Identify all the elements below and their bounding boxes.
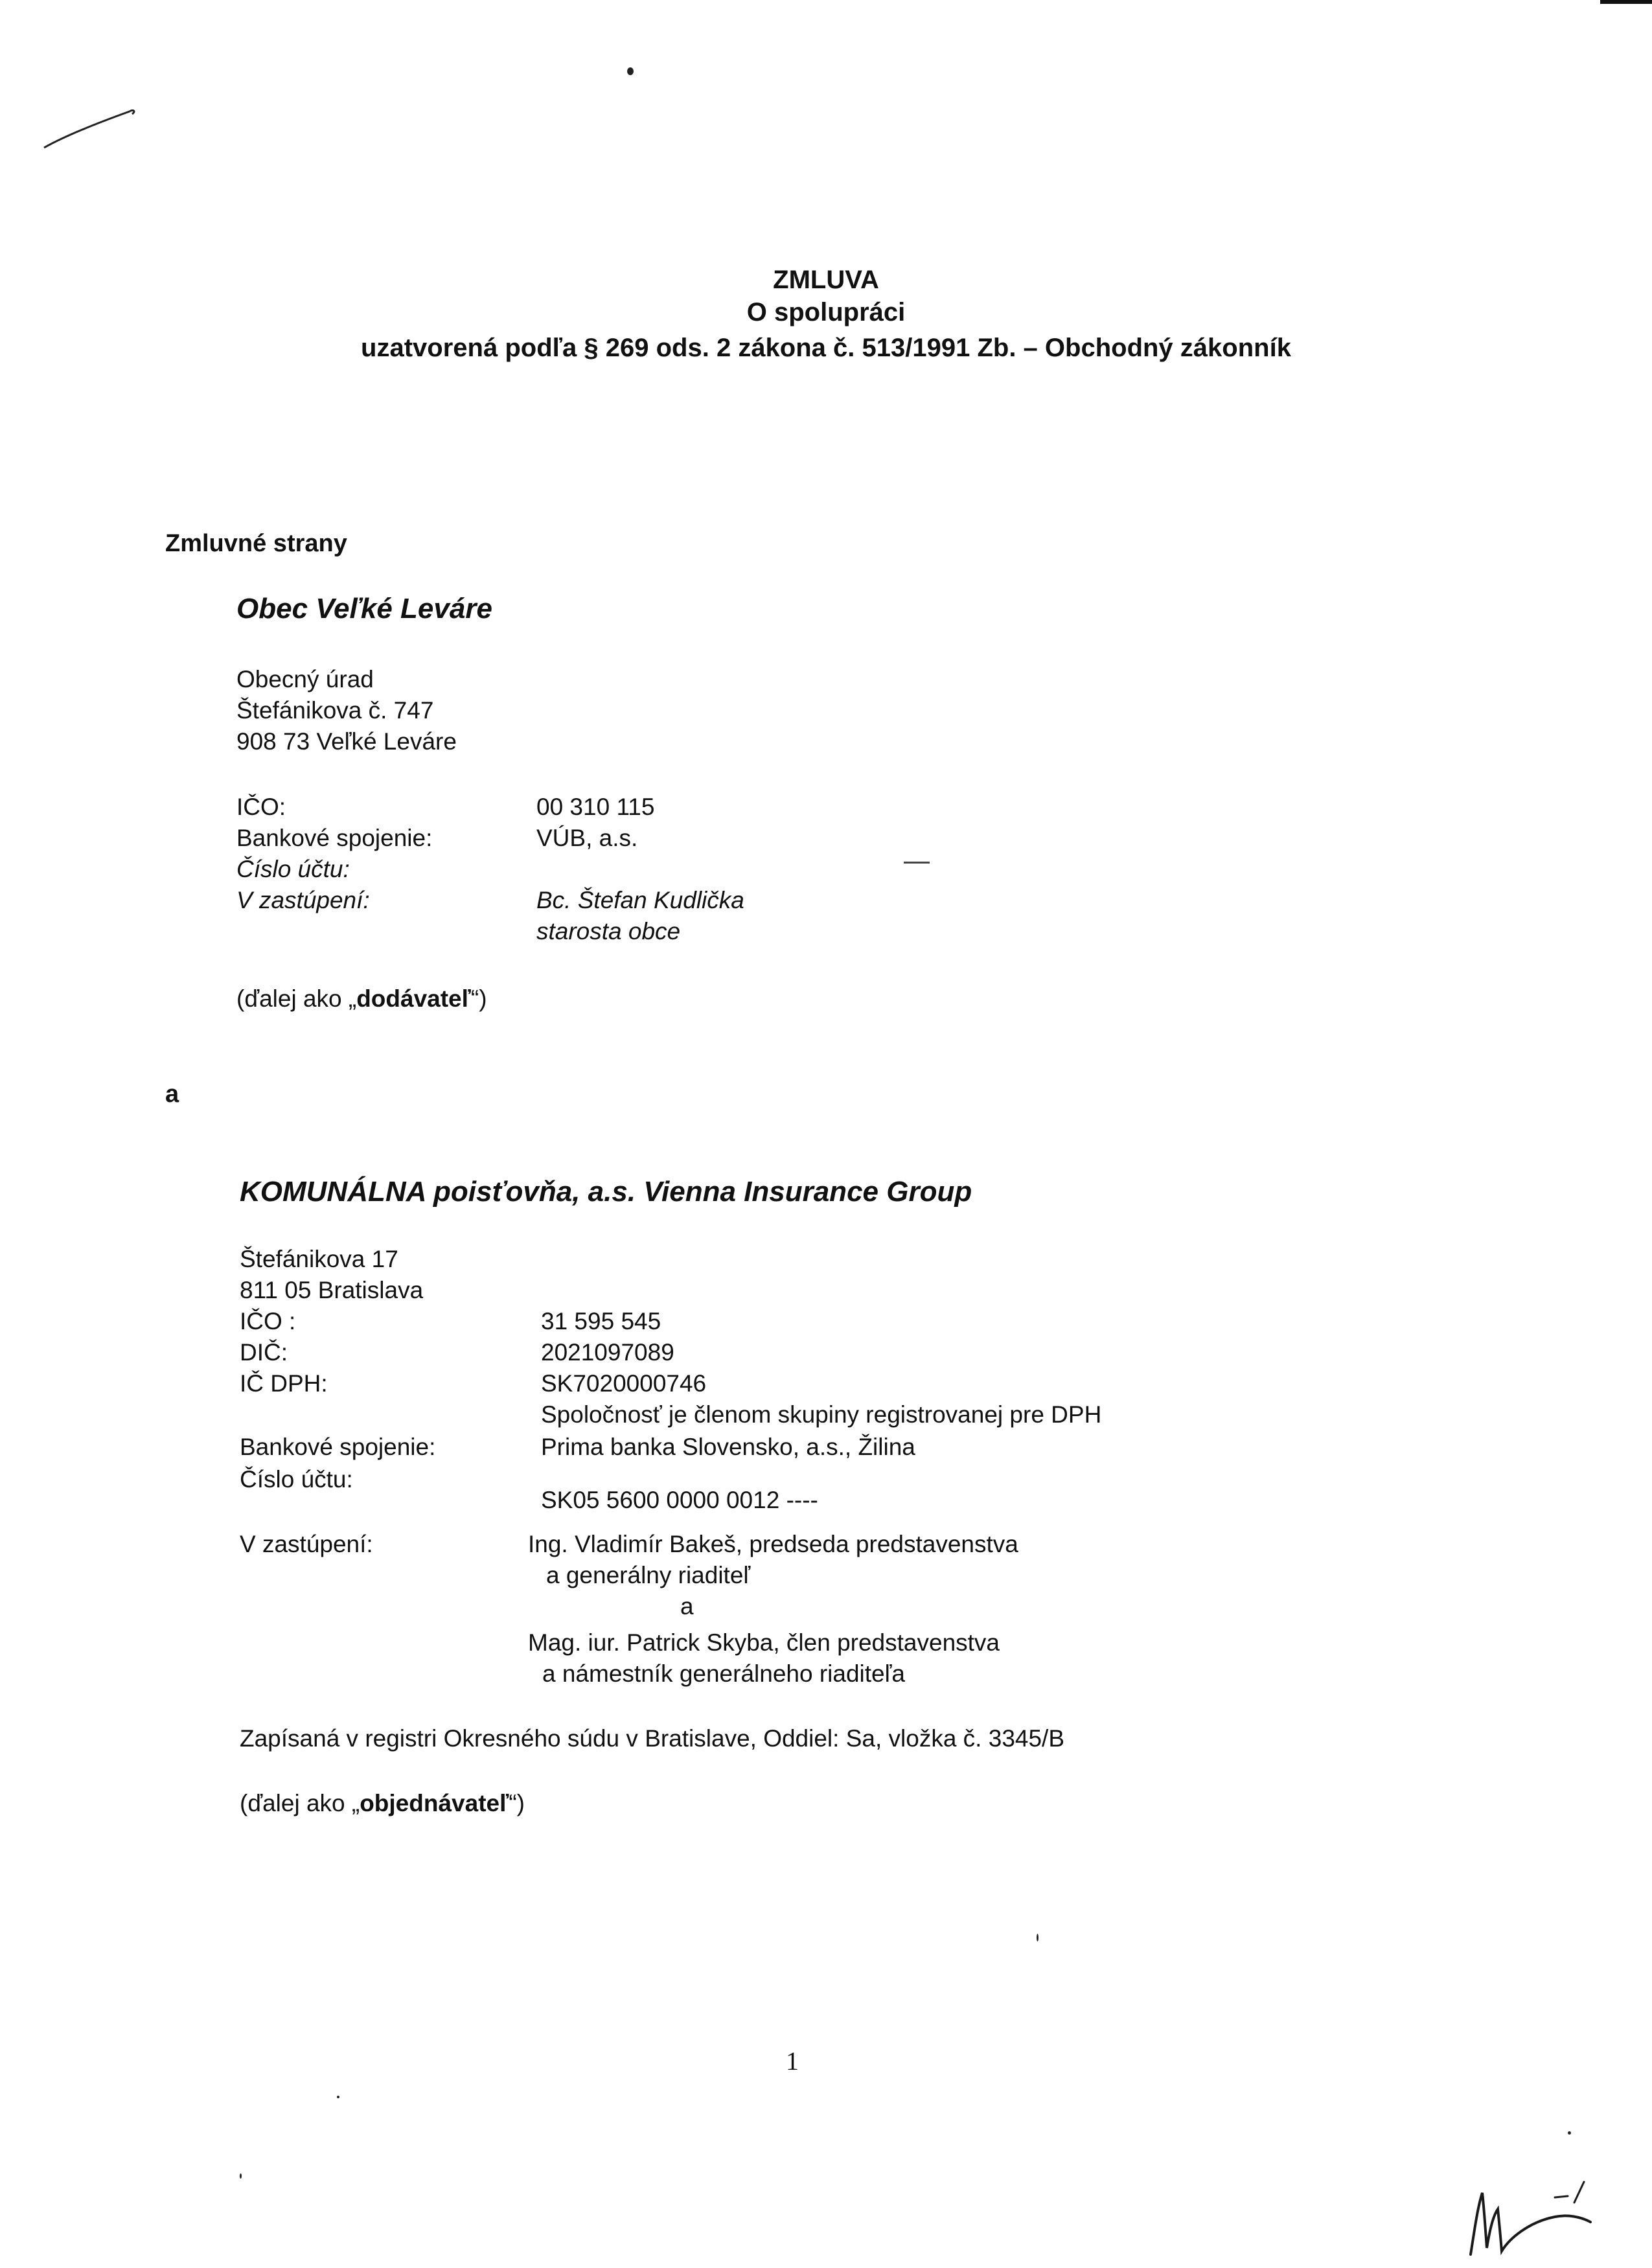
party2-dic-label: DIČ:	[240, 1339, 288, 1366]
party2-account-value-clipped	[541, 1487, 878, 1517]
party2-rep-line: a námestník generálneho riaditeľa	[542, 1660, 905, 1687]
party2-account-label: Číslo účtu:	[240, 1466, 353, 1493]
party2-role-prefix: (ďalej ako „	[240, 1790, 360, 1816]
party2-rep-line: a	[680, 1593, 694, 1620]
party2-labels	[240, 1306, 328, 1399]
party2-dic-value: 2021097089	[541, 1339, 674, 1366]
party2-rep-line: a generálny riaditeľ	[546, 1562, 751, 1588]
party1-address-line: Obecný úrad	[236, 666, 374, 693]
party2-rep-label: V zastúpení:	[240, 1531, 373, 1557]
parties-connector: a	[165, 1081, 179, 1108]
party2-role-suffix: “)	[509, 1790, 525, 1816]
party2-address-line: Štefánikova 17	[240, 1246, 398, 1272]
party1-rep-label: V zastúpení:	[236, 887, 370, 913]
party1-ico-value: 00 310 115	[536, 794, 655, 820]
party2-address	[240, 1244, 423, 1306]
scan-edge-mark	[1600, 0, 1652, 4]
party2-name: KOMUNÁLNA poisťovňa, a.s. Vienna Insurance Group	[240, 1176, 972, 1208]
party2-icdph-label: IČ DPH:	[240, 1370, 328, 1397]
party1-address	[236, 664, 457, 757]
party1-role-line	[236, 983, 487, 1014]
page-number: 1	[786, 2046, 799, 2076]
party1-role: dodávateľ	[356, 985, 471, 1012]
document-subtitle: O spolupráci	[746, 298, 906, 326]
party2-rep-line: Ing. Vladimír Bakeš, predseda predstavenstva	[528, 1531, 1018, 1557]
scan-dash-mark	[904, 862, 930, 864]
party2-role-line	[240, 1788, 525, 1819]
scan-dot	[1568, 2131, 1571, 2135]
party1-values	[536, 792, 744, 947]
party1-account-value	[536, 854, 744, 885]
scan-dot	[627, 67, 634, 75]
section-heading: Zmluvné strany	[165, 530, 347, 557]
handwritten-initials	[1458, 2164, 1607, 2261]
party2-bank-label: Bankové spojenie:	[240, 1434, 436, 1460]
party2-ico-label: IČO :	[240, 1308, 296, 1334]
party2-role: objednávateľ	[360, 1790, 509, 1816]
party2-icdph-value: SK7020000746	[541, 1370, 707, 1397]
party2-account-value: SK05 5600 0000 0012 ----	[541, 1487, 818, 1513]
party2-address-line: 811 05 Bratislava	[240, 1277, 424, 1303]
scan-dot	[1037, 1934, 1038, 1942]
party2-bank-value: Prima banka Slovensko, a.s., Žilina	[541, 1434, 915, 1460]
party2-vat-note: Spoločnosť je členom skupiny registrovanej pre DPH	[541, 1401, 1102, 1428]
party1-bank-label: Bankové spojenie:	[236, 825, 433, 851]
scan-dot	[240, 2173, 242, 2179]
party2-rep-line: Mag. iur. Patrick Skyba, člen predstavenstva	[528, 1629, 1000, 1656]
party1-name: Obec Veľké Leváre	[236, 593, 492, 624]
legal-basis: uzatvorená podľa § 269 ods. 2 zákona č. 513/1991 Zb. – Obchodný zákonník	[361, 334, 1291, 362]
document-title: ZMLUVA	[773, 266, 879, 294]
party1-labels	[236, 792, 432, 916]
scan-dot	[337, 2096, 339, 2098]
party1-account-label: Číslo účtu:	[236, 856, 350, 882]
party1-rep-title: starosta obce	[536, 918, 681, 945]
party1-role-prefix: (ďalej ako „	[236, 985, 357, 1012]
pen-stroke-mark	[39, 97, 143, 155]
party1-role-suffix: “)	[470, 985, 487, 1012]
party1-ico-label: IČO:	[236, 794, 286, 820]
party2-values	[541, 1306, 1101, 1430]
party1-address-line: Štefánikova č. 747	[236, 697, 434, 724]
party1-bank-value: VÚB, a.s.	[536, 825, 638, 851]
party2-registry: Zapísaná v registri Okresného súdu v Bratislave, Oddiel: Sa, vložka č. 3345/B	[240, 1725, 1065, 1752]
party1-rep-name: Bc. Štefan Kudlička	[536, 887, 744, 913]
party1-address-line: 908 73 Veľké Leváre	[236, 728, 457, 755]
party2-rep-lines	[528, 1529, 1018, 1690]
party2-ico-value: 31 595 545	[541, 1308, 661, 1334]
